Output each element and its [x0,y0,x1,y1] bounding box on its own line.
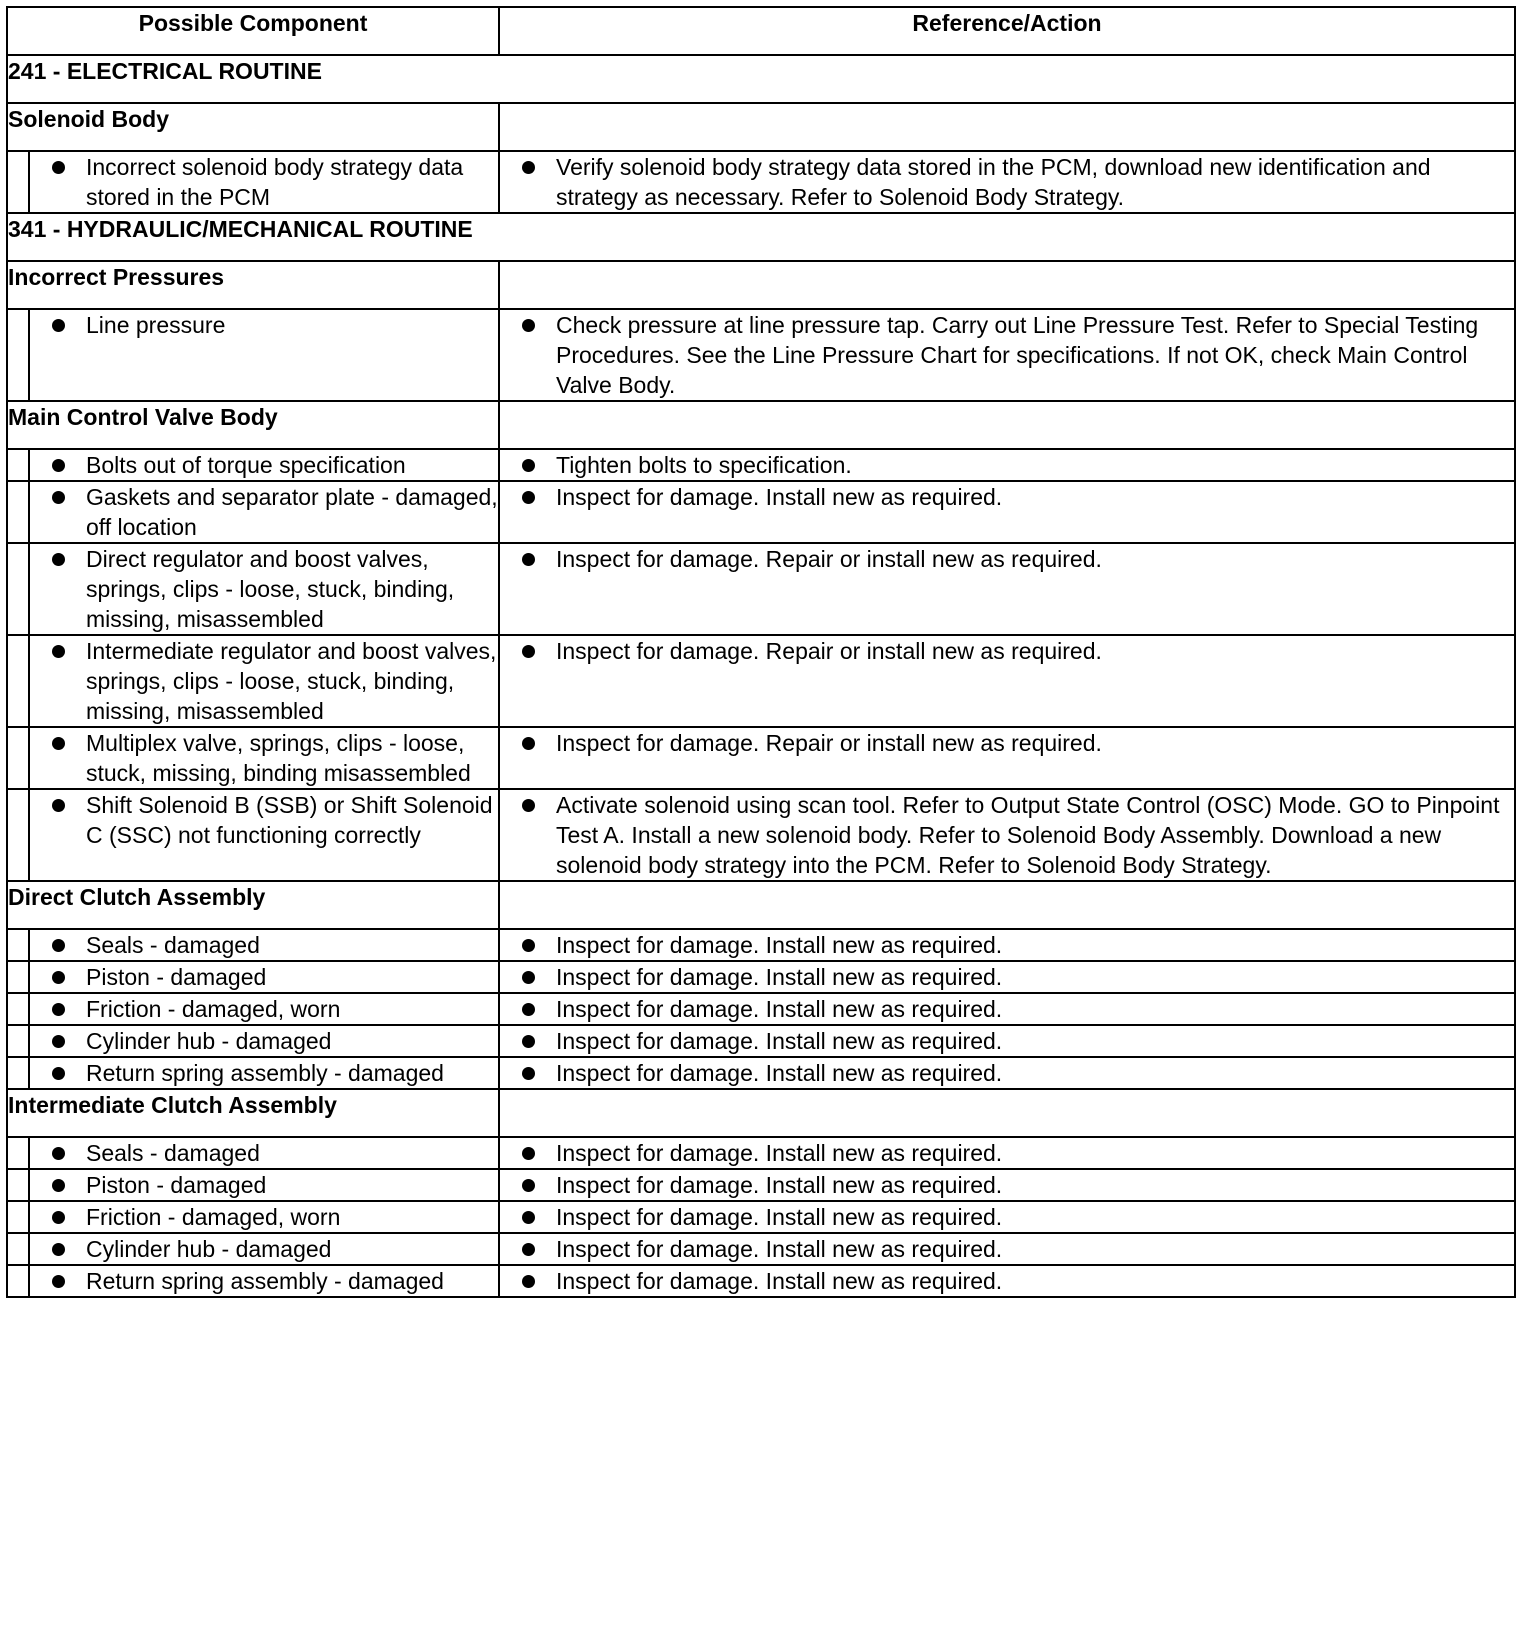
action-cell [499,1265,1515,1297]
bullet-dot-icon [500,930,556,960]
bullet-item [500,1266,1514,1296]
bullet-item [500,962,1514,992]
bullet-dot-icon [30,1170,86,1200]
bullet-dot-icon [30,1138,86,1168]
bullet-dot-icon [500,1234,556,1264]
component-text: Friction - damaged, worn [86,996,341,1022]
component-text: Direct regulator and boost valves, springs, clips - loose, stuck, binding, missing, misassembled [86,546,455,632]
bullet-item [30,1026,498,1056]
action-cell [499,929,1515,961]
indent-cell [7,961,29,993]
group-title: Direct Clutch Assembly [7,881,499,929]
group-row [7,103,1515,151]
table-row [7,1137,1515,1169]
header-possible-component: Possible Component [7,7,499,55]
component-cell [29,309,499,401]
table-row [7,1025,1515,1057]
bullet-dot-icon [500,544,556,574]
component-text: Seals - damaged [86,1140,260,1166]
component-text: Bolts out of torque specification [86,452,406,478]
bullet-item [30,450,498,480]
indent-cell [7,1265,29,1297]
bullet-item [500,636,1514,666]
indent-cell [7,727,29,789]
action-cell [499,151,1515,213]
component-text: Gaskets and separator plate - damaged, off location [86,484,498,540]
action-text: Inspect for damage. Install new as required. [556,964,1003,990]
bullet-item [500,994,1514,1024]
bullet-dot-icon [30,930,86,960]
bullet-item [500,310,1514,400]
indent-cell [7,635,29,727]
action-text: Inspect for damage. Repair or install new as required. [556,546,1102,572]
action-cell [499,727,1515,789]
bullet-dot-icon [500,1170,556,1200]
bullet-item [30,1170,498,1200]
component-cell [29,1201,499,1233]
bullet-dot-icon [30,790,86,820]
bullet-dot-icon [30,1202,86,1232]
table-row [7,929,1515,961]
bullet-item [30,994,498,1024]
component-text: Return spring assembly - damaged [86,1060,444,1086]
action-cell [499,481,1515,543]
action-cell [499,1137,1515,1169]
bullet-item [30,482,498,542]
component-cell [29,449,499,481]
component-text: Multiplex valve, springs, clips - loose, stuck, missing, binding misassembled [86,730,471,786]
component-text: Piston - damaged [86,1172,267,1198]
bullet-item [500,930,1514,960]
bullet-item [30,152,498,212]
group-empty-cell [499,401,1515,449]
bullet-item [500,1138,1514,1168]
component-cell [29,1025,499,1057]
bullet-dot-icon [500,790,556,820]
component-cell [29,543,499,635]
action-text: Inspect for damage. Install new as required. [556,484,1003,510]
group-title: Main Control Valve Body [7,401,499,449]
bullet-item [500,1026,1514,1056]
table-row [7,309,1515,401]
table-header-row [7,7,1515,55]
action-text: Inspect for damage. Install new as required. [556,1236,1003,1262]
bullet-item [500,1058,1514,1088]
action-text: Inspect for damage. Install new as required. [556,932,1003,958]
table-row [7,1169,1515,1201]
action-text: Inspect for damage. Install new as required. [556,996,1003,1022]
component-cell [29,961,499,993]
bullet-dot-icon [500,994,556,1024]
bullet-dot-icon [500,1058,556,1088]
action-text: Inspect for damage. Install new as required. [556,1268,1003,1294]
bullet-item [30,790,498,850]
component-cell [29,635,499,727]
group-row [7,881,1515,929]
table-row [7,961,1515,993]
action-cell [499,1233,1515,1265]
bullet-item [500,544,1514,574]
bullet-dot-icon [500,1138,556,1168]
bullet-dot-icon [30,1058,86,1088]
bullet-dot-icon [30,1266,86,1296]
bullet-dot-icon [30,1234,86,1264]
action-text: Inspect for damage. Repair or install new as required. [556,730,1102,756]
bullet-item [30,1202,498,1232]
action-text: Inspect for damage. Repair or install new as required. [556,638,1102,664]
component-cell [29,151,499,213]
section-title: 241 - ELECTRICAL ROUTINE [7,55,1515,103]
component-text: Friction - damaged, worn [86,1204,341,1230]
bullet-dot-icon [500,482,556,512]
action-cell [499,309,1515,401]
component-cell [29,1169,499,1201]
bullet-item [30,962,498,992]
indent-cell [7,1233,29,1265]
indent-cell [7,151,29,213]
action-cell [499,635,1515,727]
bullet-dot-icon [30,636,86,666]
bullet-dot-icon [30,450,86,480]
bullet-item [500,790,1514,880]
action-cell [499,961,1515,993]
bullet-dot-icon [30,962,86,992]
indent-cell [7,1025,29,1057]
table-row [7,1057,1515,1089]
table-row [7,635,1515,727]
section-row [7,213,1515,261]
action-text: Verify solenoid body strategy data stored in the PCM, download new identification and strategy as necessary. Refer to Solenoid Body Strategy. [556,154,1431,210]
indent-cell [7,1169,29,1201]
component-cell [29,1137,499,1169]
group-title: Intermediate Clutch Assembly [7,1089,499,1137]
component-cell [29,1265,499,1297]
bullet-item [500,152,1514,212]
bullet-item [30,1058,498,1088]
action-cell [499,1201,1515,1233]
group-empty-cell [499,261,1515,309]
group-title: Incorrect Pressures [7,261,499,309]
action-cell [499,993,1515,1025]
indent-cell [7,543,29,635]
action-text: Check pressure at line pressure tap. Carry out Line Pressure Test. Refer to Special Testing Procedures. See the Line Pressure Chart for specifications. If not OK, check Main Control Valve Body. [556,312,1479,398]
bullet-dot-icon [30,994,86,1024]
component-text: Piston - damaged [86,964,267,990]
bullet-item [30,930,498,960]
group-empty-cell [499,881,1515,929]
group-empty-cell [499,1089,1515,1137]
header-reference-action: Reference/Action [499,7,1515,55]
table-row [7,1233,1515,1265]
table-row [7,449,1515,481]
action-cell [499,1057,1515,1089]
action-cell [499,789,1515,881]
bullet-dot-icon [500,1266,556,1296]
bullet-item [500,1170,1514,1200]
component-text: Line pressure [86,312,226,338]
bullet-item [30,1266,498,1296]
group-title: Solenoid Body [7,103,499,151]
component-text: Shift Solenoid B (SSB) or Shift Solenoid C (SSC) not functioning correctly [86,792,493,848]
bullet-dot-icon [500,962,556,992]
action-text: Inspect for damage. Install new as required. [556,1060,1003,1086]
action-cell [499,1025,1515,1057]
bullet-dot-icon [500,152,556,182]
bullet-item [500,1234,1514,1264]
group-row [7,1089,1515,1137]
action-cell [499,543,1515,635]
component-cell [29,481,499,543]
bullet-item [500,728,1514,758]
diagnostic-table [6,6,1516,1298]
component-cell [29,1233,499,1265]
indent-cell [7,309,29,401]
indent-cell [7,1201,29,1233]
component-text: Cylinder hub - damaged [86,1236,332,1262]
bullet-item [30,544,498,634]
action-text: Inspect for damage. Install new as required. [556,1204,1003,1230]
bullet-dot-icon [30,544,86,574]
section-row [7,55,1515,103]
component-text: Intermediate regulator and boost valves, springs, clips - loose, stuck, binding, missing, misassembled [86,638,497,724]
component-cell [29,789,499,881]
bullet-dot-icon [500,728,556,758]
indent-cell [7,1057,29,1089]
component-cell [29,993,499,1025]
section-title: 341 - HYDRAULIC/MECHANICAL ROUTINE [7,213,1515,261]
indent-cell [7,449,29,481]
table-row [7,1201,1515,1233]
component-text: Incorrect solenoid body strategy data stored in the PCM [86,154,464,210]
table-body [7,55,1515,1297]
action-cell [499,1169,1515,1201]
indent-cell [7,993,29,1025]
component-cell [29,1057,499,1089]
indent-cell [7,1137,29,1169]
bullet-dot-icon [500,310,556,340]
table-row [7,993,1515,1025]
bullet-dot-icon [30,1026,86,1056]
bullet-item [500,482,1514,512]
bullet-item [30,636,498,726]
bullet-dot-icon [30,482,86,512]
group-row [7,261,1515,309]
component-cell [29,929,499,961]
action-text: Inspect for damage. Install new as required. [556,1028,1003,1054]
action-text: Activate solenoid using scan tool. Refer to Output State Control (OSC) Mode. GO to Pinpoint Test A. Install a new solenoid body. Refer to Solenoid Body Assembly. Download a new solenoid body strategy into the PCM. Refer to Solenoid Body Strategy. [556,792,1500,878]
bullet-item [30,1234,498,1264]
component-text: Cylinder hub - damaged [86,1028,332,1054]
component-text: Seals - damaged [86,932,260,958]
table-row [7,1265,1515,1297]
group-row [7,401,1515,449]
table-row [7,543,1515,635]
table-row [7,789,1515,881]
bullet-dot-icon [30,152,86,182]
bullet-dot-icon [500,450,556,480]
bullet-item [500,450,1514,480]
action-text: Inspect for damage. Install new as required. [556,1140,1003,1166]
bullet-item [30,310,498,340]
indent-cell [7,481,29,543]
bullet-dot-icon [30,728,86,758]
component-cell [29,727,499,789]
action-text: Tighten bolts to specification. [556,452,852,478]
table-row [7,151,1515,213]
bullet-item [30,728,498,788]
bullet-dot-icon [500,1202,556,1232]
action-cell [499,449,1515,481]
group-empty-cell [499,103,1515,151]
component-text: Return spring assembly - damaged [86,1268,444,1294]
table-row [7,727,1515,789]
bullet-item [500,1202,1514,1232]
bullet-item [30,1138,498,1168]
indent-cell [7,789,29,881]
bullet-dot-icon [500,1026,556,1056]
table-row [7,481,1515,543]
bullet-dot-icon [30,310,86,340]
indent-cell [7,929,29,961]
action-text: Inspect for damage. Install new as required. [556,1172,1003,1198]
bullet-dot-icon [500,636,556,666]
